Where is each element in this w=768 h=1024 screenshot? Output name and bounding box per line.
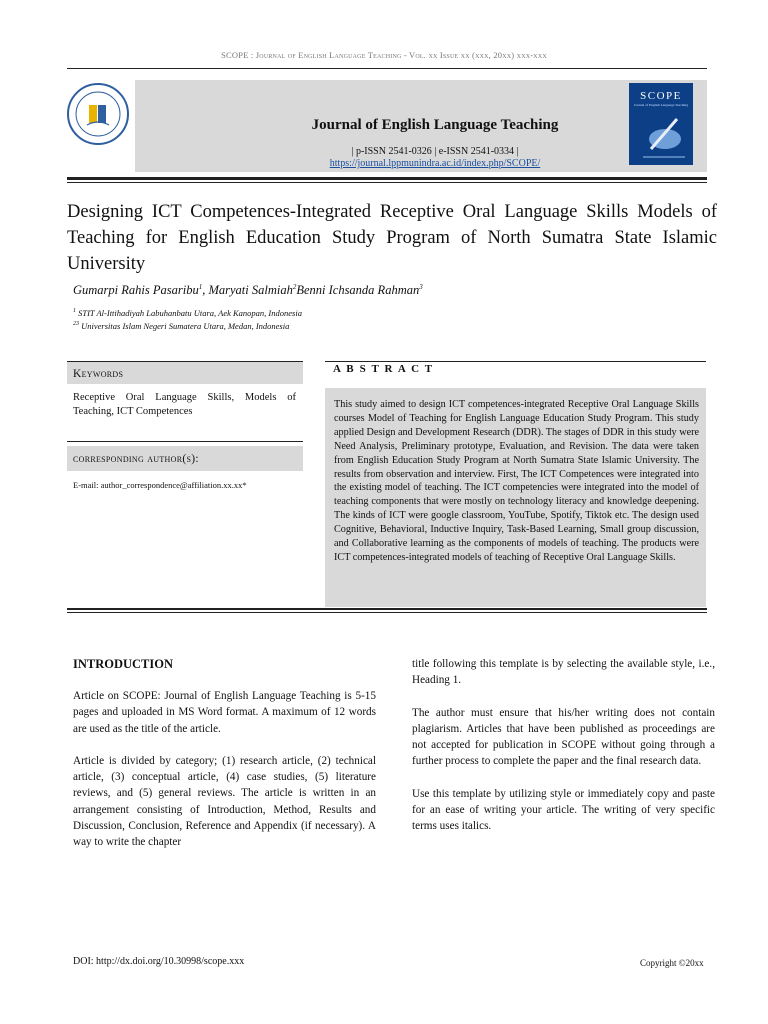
intro-paragraph: Use this template by utilizing style or immediately copy and paste for an ease of writing your article. The writing of very specific terms uses italics. xyxy=(412,787,715,833)
section-rule-thin xyxy=(67,612,707,613)
intro-paragraph: title following this template is by selecting the available style, i.e., Heading 1. xyxy=(412,658,715,687)
abstract-rule xyxy=(325,361,706,362)
introduction-heading: INTRODUCTION xyxy=(73,657,174,671)
intro-paragraph: The author must ensure that his/her writing does not contain plagiarism. Articles that have been published as proceedings are not accepted for publication in SCOPE without going through a further process to complete the paper and the final research data. xyxy=(412,706,715,768)
copyright: Copyright ©20xx xyxy=(640,958,704,968)
author-name: Maryati Salmiah xyxy=(208,283,293,298)
journal-cover-image xyxy=(629,83,693,165)
section-rule-thick xyxy=(67,608,707,610)
pen-hand-icon xyxy=(629,83,693,165)
intro-left-column xyxy=(73,688,376,867)
author-affiliation-mark: 2 xyxy=(292,283,297,291)
keywords-header-box xyxy=(67,362,303,384)
banner-rule-thick xyxy=(67,177,707,180)
banner-rule-thin xyxy=(67,182,707,183)
header-rule xyxy=(67,68,707,69)
corresponding-email: E-mail: author_correspondence@affiliation.xx.xx* xyxy=(73,480,247,490)
author-affiliation-mark: 3 xyxy=(419,283,423,291)
affiliation-2 xyxy=(73,321,289,331)
affiliation-mark: 23 xyxy=(73,321,79,328)
corresponding-heading: corresponding author(s): xyxy=(73,453,199,465)
affiliation-text: Universitas Islam Negeri Sumatera Utara, Medan, Indonesia xyxy=(81,321,290,331)
abstract-heading: A B S T R A C T xyxy=(333,363,434,375)
author-list xyxy=(73,283,423,298)
keywords-heading: Keywords xyxy=(73,368,124,380)
intro-paragraph: Article is divided by category; (1) research article, (2) technical article, (3) conceptual article, (4) case studies, (5) literature reviews, and (5) general reviews. The article is written in an arrangement consisting of Introduction, Method, Results and Discussion, Conclusion, Reference and Appendix (if necessary). A way to write the chapter xyxy=(73,754,376,849)
affiliation-text: STIT Al-Ittihadiyah Labuhanbatu Utara, Aek Kanopan, Indonesia xyxy=(78,308,302,318)
journal-url-link[interactable]: https://journal.lppmunindra.ac.id/index.php/SCOPE/ xyxy=(329,158,541,169)
institution-logo xyxy=(67,83,129,145)
author-name: Benni Ichsanda Rahman xyxy=(296,283,420,298)
doi-link[interactable]: DOI: http://dx.doi.org/10.30998/scope.xxx xyxy=(73,956,245,967)
journal-name: Journal of English Language Teaching xyxy=(311,117,559,133)
abstract-text: This study aimed to design ICT competences-integrated Receptive Oral Language Skills courses Model of Teaching for English Language Education Study Program. This study applied Design and Development Research (DDR). The stages of DDR in this study were Need Analysis, Preliminary prototype, Evaluation, and Revision. The data were taken from English Education Study Program at North Sumatra State Islamic University. The results from observation and interview. First, The ICT Competences were integrated into the existing model of teaching. The ICT competencies were integrated into the model of teaching components that were mostly on technology literacy and knowledge deepening. The kinds of ICT were google classroom, YouTube, Spotify, Tiktok etc. The design used Cognitive, Behavioral, Inductive Inquiry, Task-Based Learning, Small group discussion, and Collaborative learning as the components of models of teaching. The products were ICT competences-integrated models of teaching of Receptive Oral Language Skills. xyxy=(334,399,699,563)
intro-paragraph: Article on SCOPE: Journal of English Language Teaching is 5-15 pages and uploaded in MS Word format. A maximum of 12 words are used as the title of the article. xyxy=(73,690,376,735)
corresponding-header-box xyxy=(67,446,303,471)
cover-subtitle: Journal of English Language Teaching xyxy=(634,103,688,107)
keywords-text: Receptive Oral Language Skills, Models of Teaching, ICT Competences xyxy=(73,392,296,417)
affiliation-mark: 1 xyxy=(73,308,76,315)
cover-title: SCOPE xyxy=(640,90,682,102)
author-affiliation-mark: 1 xyxy=(198,283,203,291)
journal-banner xyxy=(135,80,707,172)
running-header: SCOPE : Journal of English Language Teaching - Vol. xx Issue xx (xxx, 20xx) xxx-xxx xyxy=(221,50,547,60)
intro-right-column xyxy=(412,656,715,851)
article-title: Designing ICT Competences-Integrated Receptive Oral Language Skills Models of Teaching for English Education Study Program of North Sumatra State Islamic University xyxy=(67,202,717,274)
author-name: Gumarpi Rahis Pasaribu xyxy=(73,283,199,298)
abstract-box xyxy=(325,388,706,607)
university-seal-icon xyxy=(69,85,127,143)
affiliation-1 xyxy=(73,308,302,318)
author-separator: , xyxy=(202,283,209,298)
corresponding-rule xyxy=(67,441,303,442)
journal-issn: | p-ISSN 2541-0326 | e-ISSN 2541-0334 | xyxy=(351,146,519,157)
